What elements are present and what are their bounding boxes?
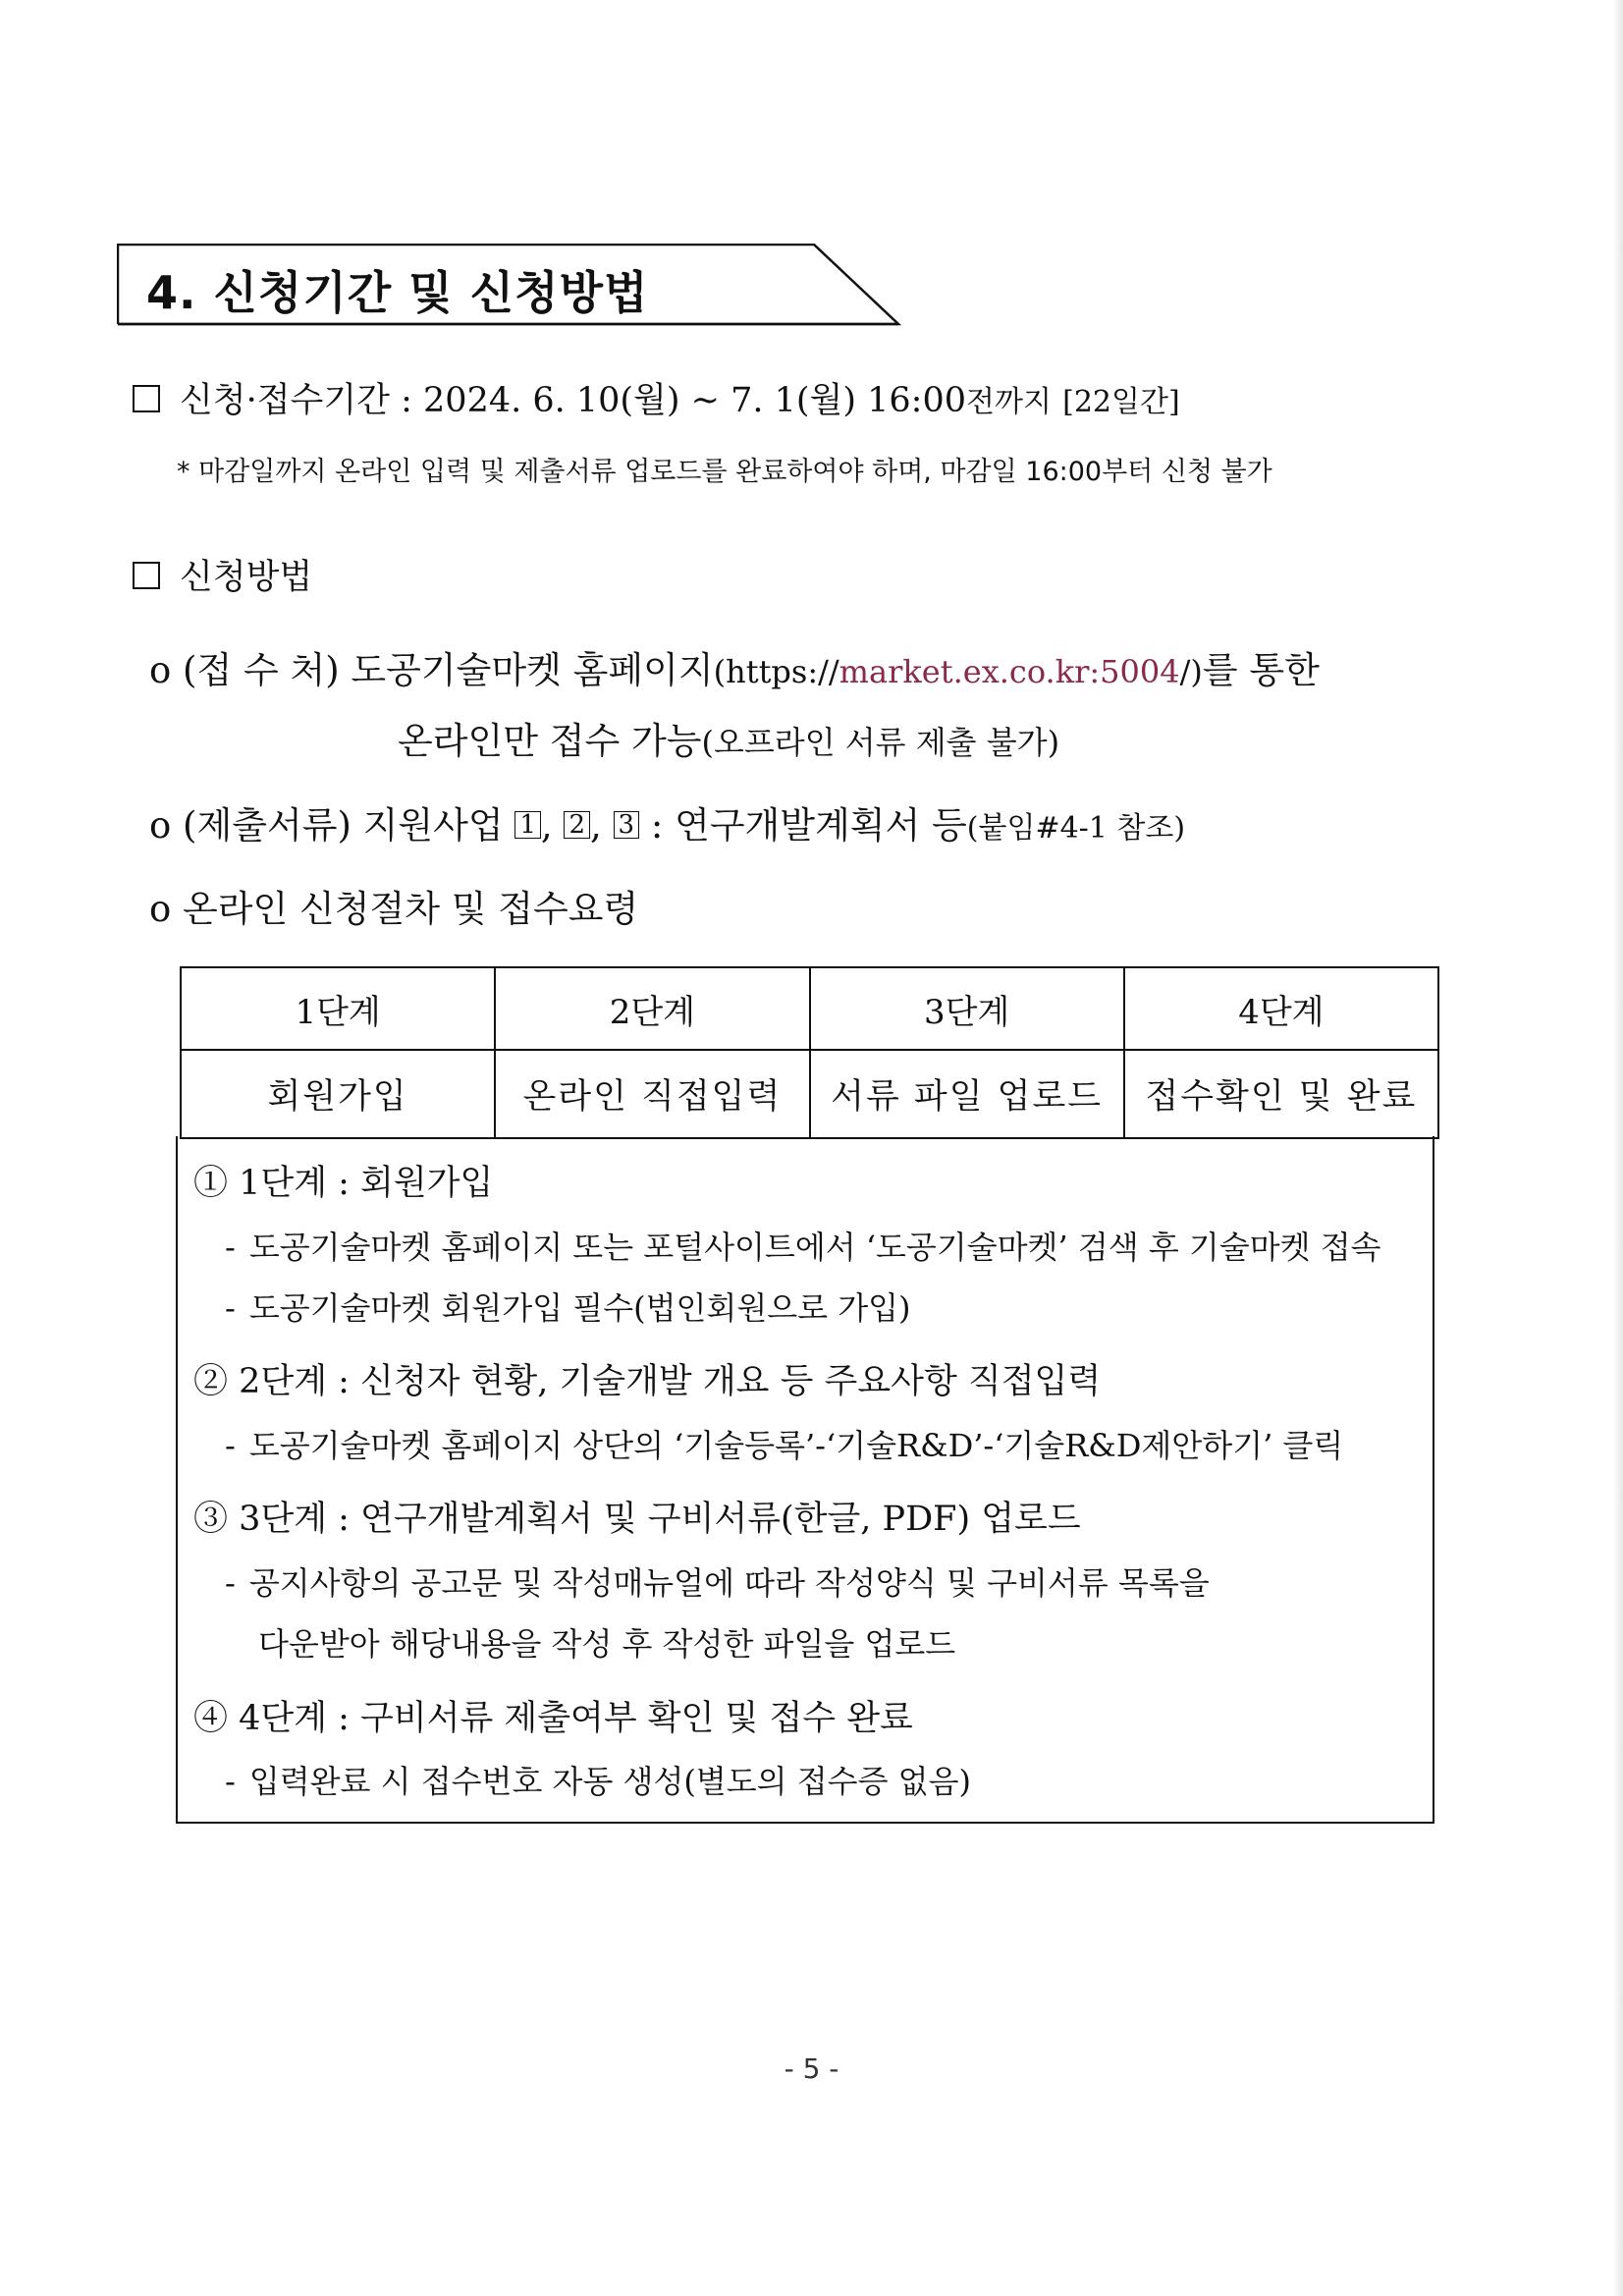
section-title: 4. 신청기간 및 신청방법 [146, 266, 649, 319]
checkbox-icon [133, 562, 160, 589]
url-open: (https:// [713, 653, 839, 690]
period-label: 신청·접수기간 : 2024. 6. 10(월) ~ 7. 1(월) 16:00 [180, 381, 967, 420]
step-header: 4단계 [1124, 967, 1438, 1050]
reception-line-2 [398, 711, 1059, 764]
period-suffix: 전까지 [966, 385, 1052, 419]
method-heading-line [133, 550, 312, 599]
step-detail-heading: ④ 4단계 : 구비서류 제출여부 확인 및 접수 완료 [193, 1699, 913, 1738]
reception-label: o (접 수 처) 도공기술마켓 홈페이지 [149, 649, 714, 691]
period-note: * 마감일까지 온라인 입력 및 제출서류 업로드를 완료하여야 하며, 마감일 16:00부터 신청 불가 [177, 457, 1272, 487]
step-detail-heading: ② 2단계 : 신청자 현황, 기술개발 개요 등 주요사항 직접입력 [193, 1362, 1102, 1401]
documents-label: o (제출서류) 지원사업 [149, 804, 504, 847]
step-detail-item: - 도공기술마켓 홈페이지 상단의 ‘기술등록’-‘기술R&D’-‘기술R&D제안하기’ 클릭 [225, 1427, 1344, 1464]
section-heading [117, 244, 902, 326]
step-name: 서류 파일 업로드 [810, 1050, 1124, 1138]
method-heading: 신청방법 [180, 558, 313, 597]
documents-ref: (붙임#4-1 참조) [966, 811, 1186, 846]
step-detail-heading: ① 1단계 : 회원가입 [193, 1164, 494, 1203]
scan-edge-shadow [1613, 0, 1623, 2296]
url-close: /) [1179, 653, 1203, 690]
procedure-label: o 온라인 신청절차 및 접수요령 [149, 888, 639, 930]
steps-table [180, 966, 1439, 1139]
step-detail-heading: ③ 3단계 : 연구개발계획서 및 구비서류(한글, PDF) 업로드 [193, 1500, 1081, 1539]
step-name: 접수확인 및 완료 [1124, 1050, 1438, 1138]
steps-name-row [181, 1050, 1438, 1138]
documents-tail: : 연구개발계획서 등 [650, 804, 967, 847]
program-number-box: 1 [514, 811, 541, 839]
step-detail-continuation: 다운받아 해당내용을 작성 후 작성한 파일을 업로드 [258, 1625, 956, 1663]
period-line [133, 373, 1180, 422]
homepage-link[interactable]: market.ex.co.kr:5004 [839, 653, 1180, 690]
reception-line [149, 640, 1320, 693]
reception-online-only: 온라인만 접수 가능 [398, 720, 702, 762]
period-days: [22일간] [1062, 385, 1180, 419]
documents-line: o (제출서류) 지원사업 1 , 2 , 3 : 연구개발계획서 등(붙임#4-1 참조) [149, 804, 1186, 847]
step-detail-item: - 도공기술마켓 회원가입 필수(법인회원으로 가입) [225, 1289, 911, 1327]
step-header: 3단계 [810, 967, 1124, 1050]
step-detail-item: - 입력완료 시 접수번호 자동 생성(별도의 접수증 없음) [225, 1763, 971, 1800]
program-number-box: 3 [614, 811, 640, 839]
step-name: 온라인 직접입력 [495, 1050, 809, 1138]
reception-tail: 를 통한 [1202, 649, 1320, 691]
step-detail-item: - 공지사항의 공고문 및 작성매뉴얼에 따라 작성양식 및 구비서류 목록을 [225, 1564, 1210, 1602]
step-header: 1단계 [181, 967, 495, 1050]
step-header: 2단계 [495, 967, 809, 1050]
step-detail-item: - 도공기술마켓 홈페이지 또는 포털사이트에서 ‘도공기술마켓’ 검색 후 기술마켓 접속 [225, 1229, 1381, 1266]
reception-offline-note: (오프라인 서류 제출 불가) [701, 724, 1060, 761]
steps-header-row [181, 967, 1438, 1050]
page-number: - 5 - [784, 2052, 839, 2085]
steps-detail-box [176, 1136, 1434, 1824]
program-number-box: 2 [564, 811, 590, 839]
step-name: 회원가입 [181, 1050, 495, 1138]
checkbox-icon [133, 385, 160, 412]
